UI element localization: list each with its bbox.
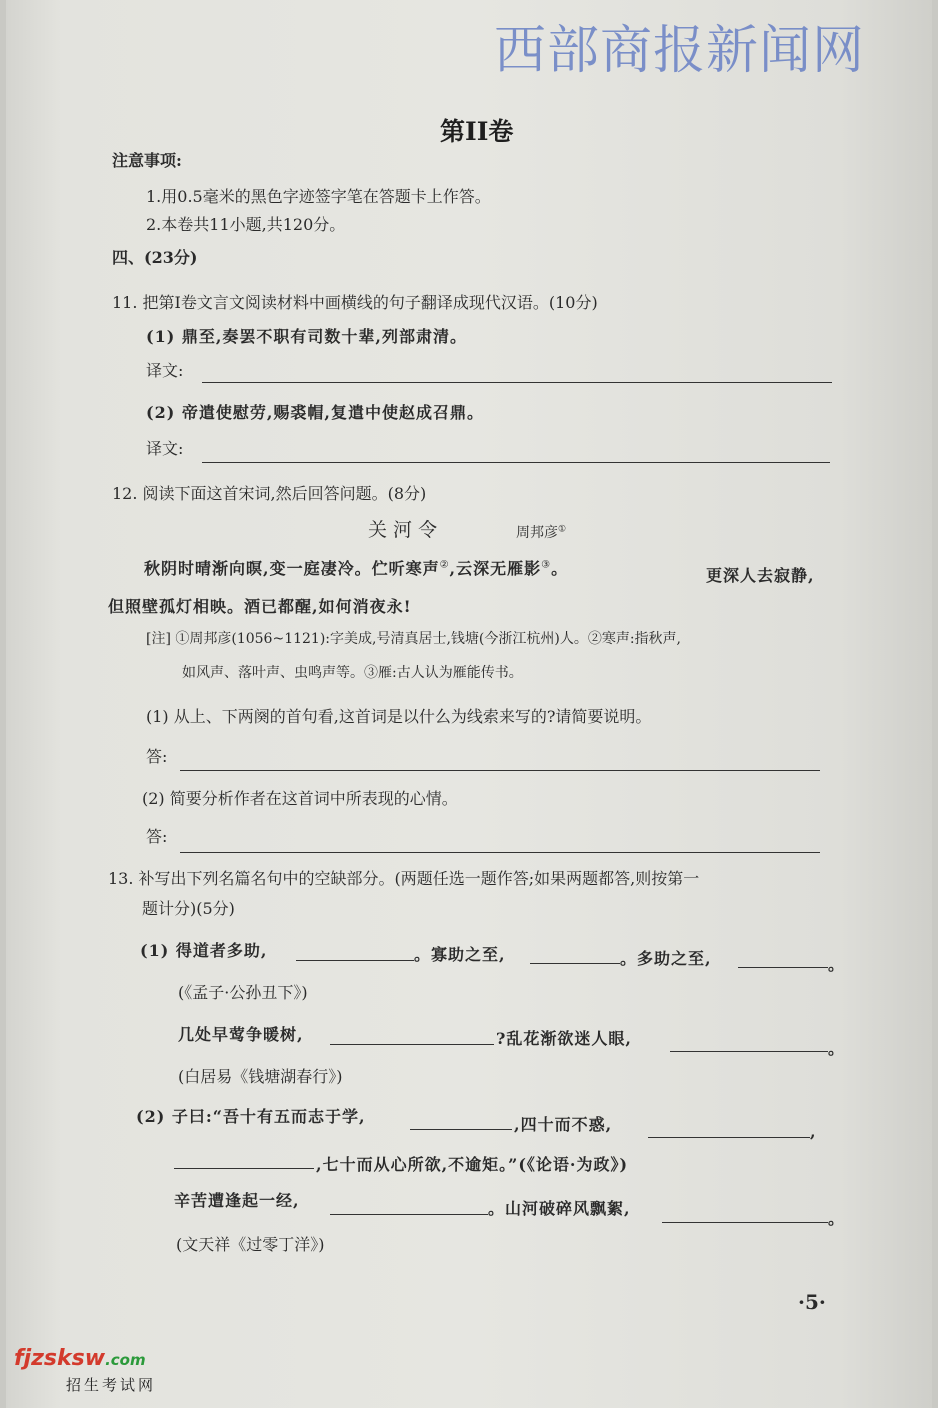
watermark: 西部商报新闻网: [494, 21, 866, 81]
q11-label-1: 译文:: [146, 361, 184, 380]
q13-p3-text-a: (2) 子曰:“吾十有五而志于学,: [136, 1107, 366, 1126]
q13-p1-text-a: (1) 得道者多助,: [140, 941, 268, 960]
poem-note-2: 如风声、落叶声、虫鸣声等。③雁:古人认为雁能传书。: [182, 665, 523, 681]
poem-title: 关 河 令: [368, 519, 438, 541]
q12-answer-label-2: 答:: [146, 827, 168, 846]
q13-p2-text-b: ?乱花渐欲迷人眼,: [496, 1029, 632, 1048]
poem-line-1: [144, 556, 568, 579]
q13-blank-8[interactable]: [174, 1168, 314, 1169]
q12-stem: 12. 阅读下面这首宋词,然后回答问题。(8分): [112, 484, 427, 503]
q13-source-3: (文天祥《过零丁洋》): [176, 1235, 325, 1254]
q13-stem-line-1: 13. 补写出下列名篇名句中的空缺部分。(两题任选一题作答;如果两题都答,则按第一: [108, 869, 700, 888]
q12-subquestion-2: (2) 简要分析作者在这首词中所表现的心情。: [142, 789, 458, 808]
q12-answer-label-1: 答:: [146, 747, 168, 766]
q13-blank-5[interactable]: [670, 1051, 828, 1052]
notice-item-2: 2.本卷共11小题,共120分。: [146, 215, 346, 234]
q13-blank-10[interactable]: [662, 1222, 828, 1223]
q13-p1-text-c: 。多助之至,: [620, 949, 712, 968]
note-mark-3: ③: [541, 559, 552, 571]
notice-heading: 注意事项:: [112, 151, 182, 170]
q13-p1-text-b: 。寡助之至,: [414, 945, 506, 964]
q11-answer-line-1[interactable]: [202, 382, 832, 383]
poem-line-2: 但照壁孤灯相映。酒已都醒,如何消夜永!: [108, 597, 412, 616]
q13-blank-1[interactable]: [296, 960, 414, 961]
note-mark-2: ②: [439, 559, 450, 571]
poem-author: [516, 522, 566, 542]
q13-p2-text-a: 几处早莺争暖树,: [178, 1025, 304, 1044]
q11-sentence-1: (1) 鼎至,奏罢不职有司数十辈,列部肃清。: [146, 327, 467, 346]
site-logo-suffix: .com: [105, 1351, 146, 1369]
poem-note-1: [注] ①周邦彦(1056~1121):字美成,号清真居士,钱塘(今浙江杭州)人。②寒声:指秋声,: [146, 631, 681, 647]
q13-stem-line-2: 题计分)(5分): [142, 899, 235, 918]
q13-p5-text-c: 。: [828, 1209, 846, 1228]
q13-p4-text-a: ,七十而从心所欲,不逾矩。”(《论语·为政》): [316, 1155, 629, 1174]
q12-subquestion-1: (1) 从上、下两阕的首句看,这首词是以什么为线索来写的?请简要说明。: [146, 707, 652, 726]
q13-source-1: (《孟子·公孙丑下》): [178, 983, 308, 1002]
q12-answer-line-1[interactable]: [180, 770, 820, 771]
page-title: 第II卷: [440, 117, 514, 146]
site-logo-main: fjzsksw: [14, 1346, 106, 1371]
q11-sentence-2: (2) 帝遣使慰劳,赐裘帽,复遣中使赵成召鼎。: [146, 403, 484, 422]
author-note-mark: ①: [558, 524, 567, 535]
q13-blank-9[interactable]: [330, 1214, 488, 1215]
q12-answer-line-2[interactable]: [180, 852, 820, 853]
q13-source-2: (白居易《钱塘湖春行》): [178, 1067, 343, 1086]
q13-blank-4[interactable]: [330, 1044, 494, 1045]
q13-blank-7[interactable]: [648, 1137, 810, 1138]
site-logo-subtitle: 招生考试网: [66, 1376, 157, 1394]
poem-line-1-part-a: 秋阴时晴渐向暝,变一庭凄冷。伫听寒声: [144, 559, 440, 578]
q13-p5-text-b: 。山河破碎风飘絮,: [488, 1199, 631, 1218]
poem-line-1-part-b: ,云深无雁影: [449, 559, 542, 578]
q11-answer-line-2[interactable]: [202, 462, 830, 463]
q13-p5-text-a: 辛苦遭逢起一经,: [174, 1191, 300, 1210]
poem-author-name: 周邦彦: [516, 525, 558, 541]
poem-line-1-part-c: 。: [551, 559, 569, 578]
q13-p3-text-b: ,四十而不惑,: [514, 1115, 613, 1134]
q13-blank-3[interactable]: [738, 967, 828, 968]
q13-p2-text-c: 。: [828, 1039, 846, 1058]
q13-blank-6[interactable]: [410, 1129, 512, 1130]
section-heading: 四、(23分): [112, 248, 198, 267]
q13-blank-2[interactable]: [530, 963, 620, 964]
site-logo[interactable]: [14, 1346, 146, 1371]
poem-line-1-end: 更深人去寂静,: [706, 566, 815, 585]
q13-p1-text-d: 。: [828, 955, 846, 974]
q11-label-2: 译文:: [146, 439, 184, 458]
notice-item-1: 1.用0.5毫米的黑色字迹签字笔在答题卡上作答。: [146, 187, 491, 206]
page-number: ·5·: [798, 1290, 826, 1314]
q11-stem: 11. 把第I卷文言文阅读材料中画横线的句子翻译成现代汉语。(10分): [112, 293, 598, 312]
q13-p3-text-c: ,: [810, 1122, 817, 1141]
